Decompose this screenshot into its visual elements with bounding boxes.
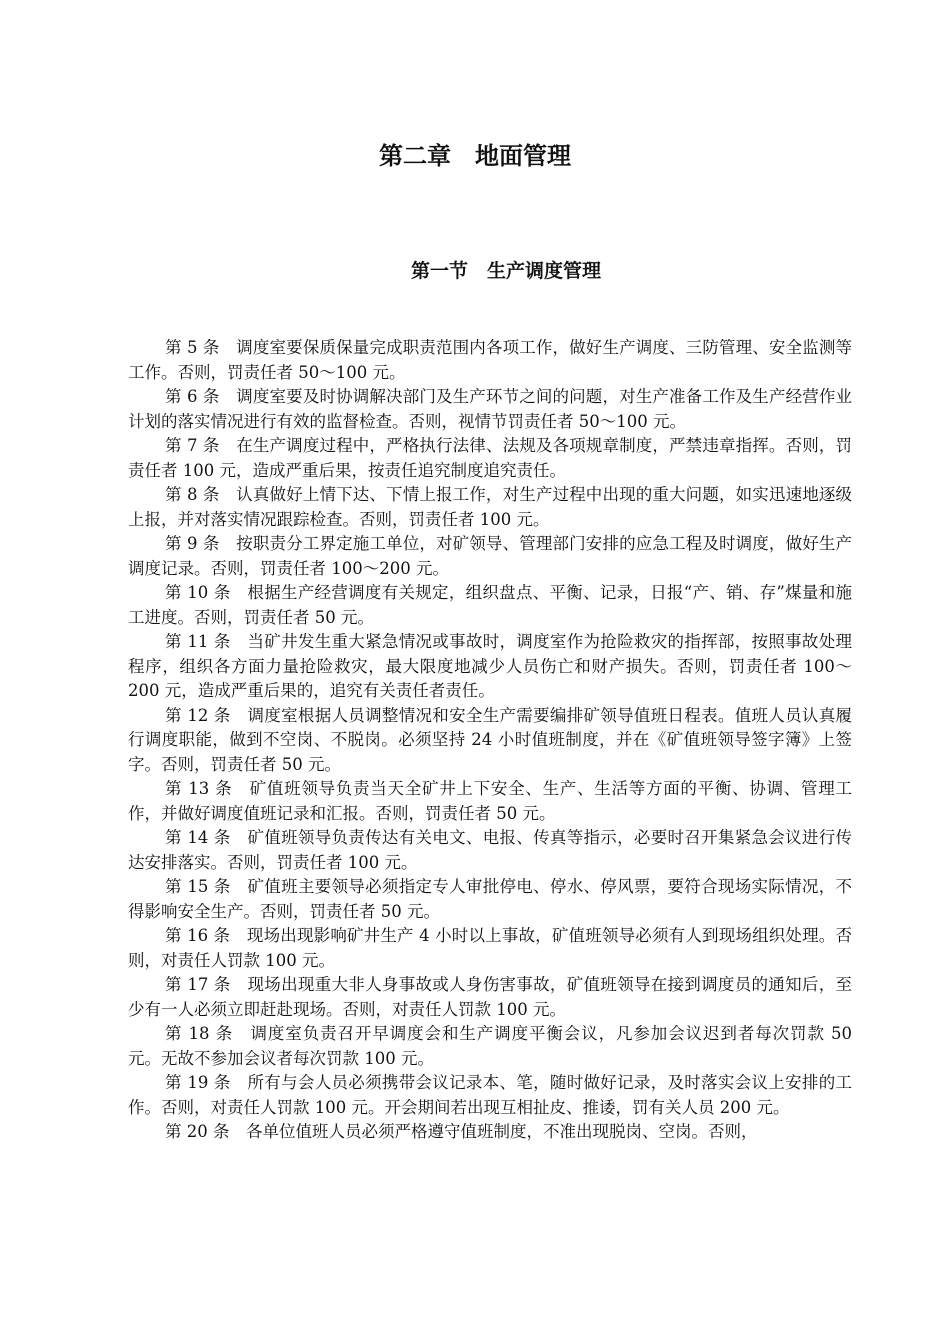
article-label: 第 9 条	[165, 534, 220, 553]
article-text: 矿值班领导负责传达有关电文、电报、传真等指示，必要时召开集紧急会议进行传达安排落实。否则，罚责任者 100 元。	[128, 828, 853, 872]
article-item	[128, 826, 852, 875]
article-label: 第 10 条	[165, 583, 231, 602]
article-text: 调度室负责召开早调度会和生产调度平衡会议，凡参加会议迟到者每次罚款 50 元。无故不参加会议者每次罚款 100 元。	[128, 1024, 852, 1068]
article-item	[128, 630, 852, 704]
article-item	[128, 532, 852, 581]
article-text: 现场出现影响矿井生产 4 小时以上事故，矿值班领导必须有人到现场组织处理。否则，对责任人罚款 100 元。	[128, 926, 852, 970]
article-label: 第 16 条	[165, 926, 231, 945]
article-label: 第 18 条	[165, 1024, 234, 1043]
article-item	[128, 704, 852, 778]
article-label: 第 14 条	[165, 828, 231, 847]
article-item	[128, 385, 852, 434]
article-label: 第 5 条	[165, 338, 220, 357]
article-label: 第 20 条	[165, 1122, 230, 1141]
article-text: 调度室根据人员调整情况和安全生产需要编排矿领导值班日程表。值班人员认真履行调度职能，做到不空岗、不脱岗。必须坚持 24 小时值班制度，并在《矿值班领导签字簿》上签字。否则，罚责任者 50 元。	[128, 705, 853, 774]
chapter-title: 第二章 地面管理	[379, 142, 571, 170]
article-text: 各单位值班人员必须严格遵守值班制度，不准出现脱岗、空岗。否则，	[246, 1122, 758, 1141]
article-text: 按职责分工界定施工单位，对矿领导、管理部门安排的应急工程及时调度，做好生产调度记录。否则，罚责任者 100～200 元。	[128, 534, 853, 578]
article-text: 调度室要保质保量完成职责范围内各项工作，做好生产调度、三防管理、安全监测等工作。否则，罚责任者 50～100 元。	[128, 338, 853, 382]
section-title: 第一节 生产调度管理	[410, 260, 601, 282]
article-item	[128, 1071, 852, 1120]
article-label: 第 17 条	[165, 975, 231, 994]
article-item	[128, 434, 852, 483]
article-item	[128, 875, 852, 924]
article-item	[128, 483, 852, 532]
article-item	[128, 777, 852, 826]
article-item	[128, 336, 852, 385]
article-item	[128, 1022, 852, 1071]
article-text: 矿值班领导负责当天全矿井上下安全、生产、生活等方面的平衡、协调、管理工作，并做好调度值班记录和汇报。否则，罚责任者 50 元。	[128, 779, 853, 823]
article-text: 现场出现重大非人身事故或人身伤害事故，矿值班领导在接到调度员的通知后，至少有一人必须立即赶赴现场。否则，对责任人罚款 100 元。	[128, 975, 853, 1019]
article-label: 第 13 条	[165, 779, 233, 798]
article-item	[128, 1120, 852, 1145]
article-label: 第 12 条	[165, 705, 231, 725]
article-label: 第 8 条	[165, 485, 220, 504]
article-text: 当矿井发生重大紧急情况或事故时，调度室作为抢险救灾的指挥部，按照事故处理程序，组织各方面力量抢险救灾，最大限度地减少人员伤亡和财产损失。否则，罚责任者 100～200 元，造成严重后果的，追究有关责任者责任。	[128, 632, 853, 700]
article-label: 第 11 条	[165, 632, 231, 651]
article-list	[128, 336, 852, 1145]
article-text: 根据生产经营调度有关规定，组织盘点、平衡、记录，日报“产、销、存”煤量和施工进度。否则，罚责任者 50 元。	[128, 583, 852, 627]
article-text: 所有与会人员必须携带会议记录本、笔，随时做好记录，及时落实会议上安排的工作。否则，对责任人罚款 100 元。开会期间若出现互相扯皮、推诿，罚有关人员 200 元。	[128, 1073, 853, 1117]
article-label: 第 15 条	[165, 877, 231, 896]
article-text: 调度室要及时协调解决部门及生产环节之间的问题，对生产准备工作及生产经营作业计划的落实情况进行有效的监督检查。否则，视情节罚责任者 50～100 元。	[128, 387, 853, 431]
article-label: 第 6 条	[165, 387, 220, 406]
article-label: 第 7 条	[165, 436, 220, 455]
article-item	[128, 973, 852, 1022]
article-item	[128, 581, 852, 630]
article-label: 第 19 条	[165, 1073, 231, 1092]
article-text: 在生产调度过程中，严格执行法律、法规及各项规章制度，严禁违章指挥。否则，罚责任者 100 元，造成严重后果，按责任追究制度追究责任。	[128, 436, 853, 480]
article-text: 认真做好上情下达、下情上报工作，对生产过程中出现的重大问题，如实迅速地逐级上报，并对落实情况跟踪检查。否则，罚责任者 100 元。	[128, 485, 853, 529]
article-item	[128, 924, 852, 973]
article-text: 矿值班主要领导必须指定专人审批停电、停水、停风票，要符合现场实际情况，不得影响安全生产。否则，罚责任者 50 元。	[128, 877, 853, 921]
